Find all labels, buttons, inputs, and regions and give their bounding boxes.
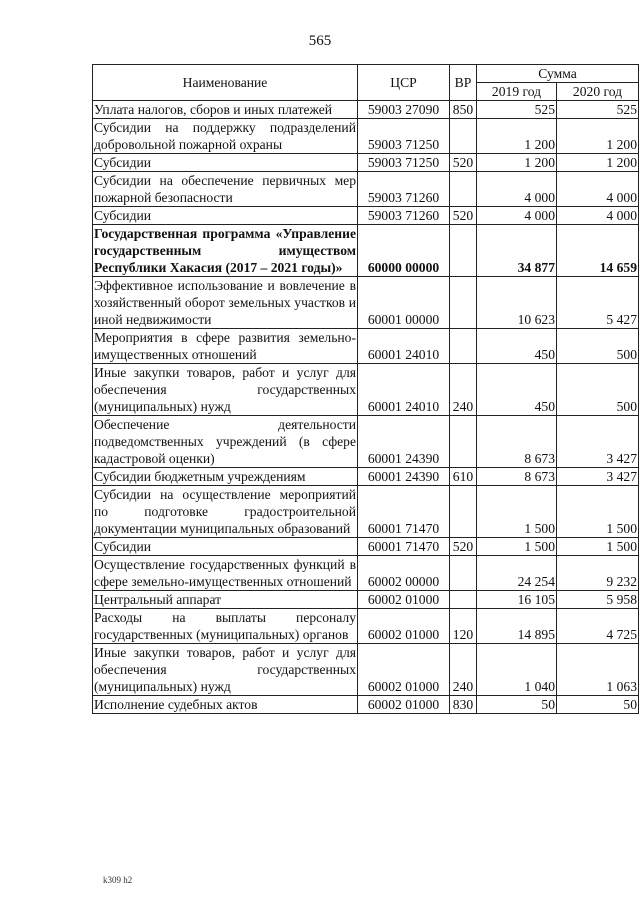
row-vr-code: 520 [450,207,477,225]
header-year-2019: 2019 год [477,83,557,101]
row-name: Субсидии [93,538,358,556]
row-csr-code: 59003 71260 [358,207,450,225]
table-row [93,364,639,416]
row-name: Субсидии [93,154,358,172]
table-row [93,277,639,329]
table-row [93,416,639,468]
row-name: Субсидии на обеспечение первичных мер пожарной безопасности [94,173,356,205]
row-sum-2020: 9 232 [557,556,639,591]
row-name: Осуществление государственных функций в сфере земельно-имущественных отношений [94,557,356,589]
row-sum-2019: 1 500 [477,538,557,556]
row-sum-2019: 24 254 [477,556,557,591]
table-body [93,101,639,714]
row-sum-2019: 1 200 [477,119,557,154]
row-name: Иные закупки товаров, работ и услуг для обеспечения государственных (муниципальных) нужд [94,365,356,414]
row-csr-code: 60001 24390 [358,416,450,468]
table-row [93,172,639,207]
row-csr-code: 60001 24390 [358,468,450,486]
table-row [93,591,639,609]
row-sum-2020: 50 [557,696,639,714]
row-csr-code: 59003 27090 [358,101,450,119]
row-sum-2020: 1 500 [557,486,639,538]
row-sum-2019: 8 673 [477,416,557,468]
footer-code: k309 h2 [103,875,133,885]
row-name: Иные закупки товаров, работ и услуг для обеспечения государственных (муниципальных) нужд [94,645,356,694]
row-vr-code [450,416,477,468]
table-row [93,609,639,644]
row-vr-code: 830 [450,696,477,714]
row-sum-2020: 5 958 [557,591,639,609]
table-row [93,696,639,714]
row-sum-2020: 4 000 [557,207,639,225]
table-row [93,644,639,696]
table-row [93,154,639,172]
header-year-2020: 2020 год [557,83,639,101]
row-sum-2020: 3 427 [557,468,639,486]
row-name: Субсидии на осуществление мероприятий по подготовке градостроительной документации муниципальных образований [94,487,356,536]
row-sum-2019: 1 040 [477,644,557,696]
row-sum-2019: 16 105 [477,591,557,609]
row-csr-code: 59003 71260 [358,172,450,207]
row-sum-2020: 1 500 [557,538,639,556]
row-name: Субсидии бюджетным учреждениям [93,468,358,486]
row-sum-2020: 500 [557,329,639,364]
row-vr-code: 520 [450,154,477,172]
row-vr-code [450,119,477,154]
row-csr-code: 60001 00000 [358,277,450,329]
header-sum: Сумма [477,65,639,83]
row-csr-code: 60002 01000 [358,644,450,696]
row-csr-code: 60000 00000 [358,225,450,277]
row-csr-code: 60002 01000 [358,696,450,714]
row-vr-code: 850 [450,101,477,119]
row-csr-code: 60001 71470 [358,486,450,538]
row-vr-code: 520 [450,538,477,556]
header-csr: ЦСР [358,65,450,101]
table-row [93,556,639,591]
header-row [93,65,639,83]
row-name: Расходы на выплаты персоналу государственных (муниципальных) органов [94,610,356,642]
table-row [93,538,639,556]
row-sum-2019: 450 [477,329,557,364]
row-name: Эффективное использование и вовлечение в хозяйственный оборот земельных участков и иной недвижимости [94,278,356,327]
row-sum-2020: 1 200 [557,154,639,172]
table-row [93,225,639,277]
row-csr-code: 60001 71470 [358,538,450,556]
table-row [93,119,639,154]
row-sum-2020: 4 725 [557,609,639,644]
row-sum-2020: 1 063 [557,644,639,696]
row-sum-2019: 50 [477,696,557,714]
row-sum-2020: 4 000 [557,172,639,207]
row-csr-code: 60001 24010 [358,364,450,416]
row-name: Уплата налогов, сборов и иных платежей [93,101,358,119]
row-name: Обеспечение деятельности подведомственных учреждений (в сфере кадастровой оценки) [94,417,356,466]
row-vr-code [450,556,477,591]
row-vr-code: 120 [450,609,477,644]
row-sum-2020: 14 659 [557,225,639,277]
row-sum-2019: 525 [477,101,557,119]
row-vr-code [450,591,477,609]
row-sum-2020: 3 427 [557,416,639,468]
row-vr-code [450,329,477,364]
row-sum-2019: 450 [477,364,557,416]
row-sum-2019: 1 200 [477,154,557,172]
table-row [93,468,639,486]
row-csr-code: 60002 00000 [358,556,450,591]
row-vr-code: 610 [450,468,477,486]
row-sum-2019: 1 500 [477,486,557,538]
page-number: 565 [308,33,332,49]
row-name: Центральный аппарат [93,591,358,609]
header-name: Наименование [93,65,358,101]
row-sum-2019: 14 895 [477,609,557,644]
table-row [93,101,639,119]
table-row [93,329,639,364]
row-sum-2019: 4 000 [477,172,557,207]
row-csr-code: 60002 01000 [358,591,450,609]
row-vr-code [450,172,477,207]
row-sum-2020: 500 [557,364,639,416]
row-name: Субсидии на поддержку подразделений добровольной пожарной охраны [94,120,356,152]
row-vr-code: 240 [450,644,477,696]
row-csr-code: 60001 24010 [358,329,450,364]
row-csr-code: 59003 71250 [358,119,450,154]
budget-table [92,64,639,714]
row-vr-code [450,225,477,277]
header-vr: ВР [450,65,477,101]
row-vr-code [450,486,477,538]
row-name: Исполнение судебных актов [93,696,358,714]
table-row [93,486,639,538]
row-vr-code [450,277,477,329]
row-sum-2020: 525 [557,101,639,119]
row-name: Субсидии [93,207,358,225]
row-sum-2020: 5 427 [557,277,639,329]
row-sum-2019: 4 000 [477,207,557,225]
table-row [93,207,639,225]
row-name: Мероприятия в сфере развития земельно-имущественных отношений [94,330,356,362]
row-vr-code: 240 [450,364,477,416]
row-csr-code: 59003 71250 [358,154,450,172]
row-name: Государственная программа «Управление государственным имуществом Республики Хакасия (2017 – 2021 годы)» [94,226,356,275]
row-sum-2019: 34 877 [477,225,557,277]
row-sum-2019: 10 623 [477,277,557,329]
row-csr-code: 60002 01000 [358,609,450,644]
row-sum-2019: 8 673 [477,468,557,486]
row-sum-2020: 1 200 [557,119,639,154]
